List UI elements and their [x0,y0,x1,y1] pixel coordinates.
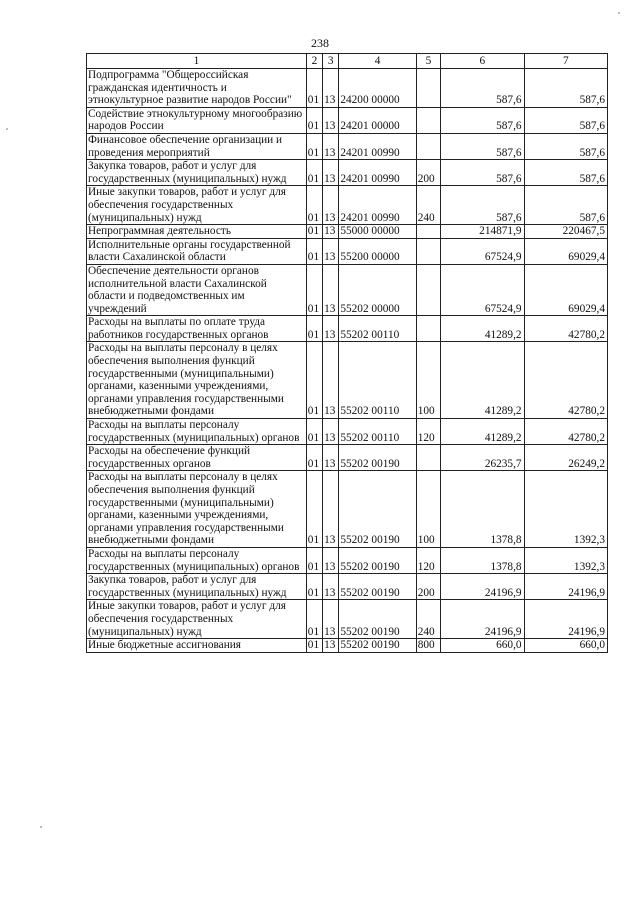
target-article-cell: 55202 00190 [339,639,416,653]
amount-year-2-cell: 1392,3 [524,547,607,573]
section-cell: 01 [306,574,322,600]
subsection-cell: 13 [323,547,339,573]
table-row [87,419,608,445]
header-col-6: 6 [441,54,524,69]
table-row [87,107,608,133]
amount-year-2-cell: 587,6 [524,186,607,225]
amount-year-2-cell: 24196,9 [524,600,607,639]
header-col-3: 3 [323,54,339,69]
amount-year-2-cell: 69029,4 [524,264,607,315]
row-name-cell: Расходы на выплаты персоналу государственных (муниципальных) органов [87,547,307,573]
scan-mark [618,12,620,14]
subsection-cell: 13 [323,133,339,159]
subsection-cell: 13 [323,264,339,315]
header-col-1: 1 [87,54,307,69]
expense-type-cell: 120 [416,547,440,573]
amount-year-1-cell: 587,6 [441,107,524,133]
amount-year-1-cell: 67524,9 [441,264,524,315]
subsection-cell: 13 [323,316,339,342]
amount-year-2-cell: 24196,9 [524,574,607,600]
table-row [87,316,608,342]
row-name-cell: Обеспечение деятельности органов исполнительной власти Сахалинской области и подведомственных им учреждений [87,264,307,315]
subsection-cell: 13 [323,107,339,133]
subsection-cell: 13 [323,419,339,445]
subsection-cell: 13 [323,574,339,600]
amount-year-1-cell: 587,6 [441,186,524,225]
table-row [87,574,608,600]
target-article-cell: 55000 00000 [339,225,416,239]
section-cell: 01 [306,445,322,471]
row-name-cell: Подпрограмма "Общероссийская гражданская идентичность и этнокультурное развитие народов России" [87,69,307,108]
row-name-cell: Исполнительные органы государственной власти Сахалинской области [87,238,307,264]
amount-year-1-cell: 26235,7 [441,445,524,471]
budget-table [86,53,608,653]
page-number: 238 [311,36,329,50]
table-row [87,600,608,639]
expense-type-cell: 240 [416,600,440,639]
section-cell: 01 [306,133,322,159]
amount-year-2-cell: 42780,2 [524,419,607,445]
target-article-cell: 55202 00190 [339,445,416,471]
amount-year-2-cell: 69029,4 [524,238,607,264]
section-cell: 01 [306,547,322,573]
table-row [87,225,608,239]
table-row [87,186,608,225]
amount-year-1-cell: 214871,9 [441,225,524,239]
row-name-cell: Расходы на выплаты персоналу государственных (муниципальных) органов [87,419,307,445]
subsection-cell: 13 [323,342,339,419]
row-name-cell: Финансовое обеспечение организации и проведения мероприятий [87,133,307,159]
expense-type-cell [416,69,440,108]
expense-type-cell [416,107,440,133]
target-article-cell: 24201 00000 [339,107,416,133]
expense-type-cell: 200 [416,574,440,600]
expense-type-cell: 800 [416,639,440,653]
amount-year-1-cell: 67524,9 [441,238,524,264]
row-name-cell: Расходы на выплаты персоналу в целях обеспечения выполнения функций государственными (муниципальными) органами, казенными учреждениями, органами управления государственными внебюджетными фондами [87,342,307,419]
amount-year-1-cell: 41289,2 [441,316,524,342]
scan-mark [40,826,42,828]
section-cell: 01 [306,419,322,445]
expense-type-cell: 100 [416,471,440,548]
row-name-cell: Иные закупки товаров, работ и услуг для обеспечения государственных (муниципальных) нужд [87,600,307,639]
subsection-cell: 13 [323,69,339,108]
header-col-2: 2 [306,54,322,69]
table-row [87,547,608,573]
section-cell: 01 [306,69,322,108]
row-name-cell: Непрограммная деятельность [87,225,307,239]
amount-year-1-cell: 1378,8 [441,547,524,573]
header-col-4: 4 [339,54,416,69]
amount-year-1-cell: 41289,2 [441,419,524,445]
row-name-cell: Закупка товаров, работ и услуг для государственных (муниципальных) нужд [87,574,307,600]
target-article-cell: 55202 00190 [339,547,416,573]
amount-year-1-cell: 24196,9 [441,600,524,639]
expense-type-cell: 120 [416,419,440,445]
section-cell: 01 [306,107,322,133]
expense-type-cell [416,238,440,264]
target-article-cell: 55202 00110 [339,419,416,445]
row-name-cell: Иные бюджетные ассигнования [87,639,307,653]
table-row [87,342,608,419]
row-name-cell: Расходы на обеспечение функций государственных органов [87,445,307,471]
amount-year-1-cell: 587,6 [441,160,524,186]
amount-year-2-cell: 1392,3 [524,471,607,548]
target-article-cell: 55202 00110 [339,316,416,342]
subsection-cell: 13 [323,238,339,264]
amount-year-2-cell: 587,6 [524,69,607,108]
row-name-cell: Закупка товаров, работ и услуг для государственных (муниципальных) нужд [87,160,307,186]
row-name-cell: Содействие этнокультурному многообразию народов России [87,107,307,133]
amount-year-1-cell: 587,6 [441,69,524,108]
section-cell: 01 [306,316,322,342]
section-cell: 01 [306,471,322,548]
amount-year-2-cell: 220467,5 [524,225,607,239]
subsection-cell: 13 [323,471,339,548]
table-row [87,160,608,186]
expense-type-cell: 200 [416,160,440,186]
amount-year-1-cell: 1378,8 [441,471,524,548]
header-row [87,54,608,69]
target-article-cell: 24200 00000 [339,69,416,108]
subsection-cell: 13 [323,600,339,639]
table-row [87,238,608,264]
amount-year-1-cell: 41289,2 [441,342,524,419]
target-article-cell: 24201 00990 [339,160,416,186]
expense-type-cell [416,225,440,239]
target-article-cell: 55202 00000 [339,264,416,315]
amount-year-1-cell: 24196,9 [441,574,524,600]
subsection-cell: 13 [323,445,339,471]
amount-year-1-cell: 587,6 [441,133,524,159]
expense-type-cell [416,445,440,471]
expense-type-cell: 240 [416,186,440,225]
table-row [87,264,608,315]
amount-year-2-cell: 660,0 [524,639,607,653]
amount-year-2-cell: 587,6 [524,133,607,159]
scan-mark [6,128,8,130]
amount-year-2-cell: 587,6 [524,107,607,133]
subsection-cell: 13 [323,639,339,653]
table-row [87,471,608,548]
expense-type-cell [416,316,440,342]
target-article-cell: 55200 00000 [339,238,416,264]
expense-type-cell: 100 [416,342,440,419]
table-row [87,445,608,471]
amount-year-1-cell: 660,0 [441,639,524,653]
expense-type-cell [416,133,440,159]
amount-year-2-cell: 26249,2 [524,445,607,471]
amount-year-2-cell: 42780,2 [524,342,607,419]
subsection-cell: 13 [323,225,339,239]
section-cell: 01 [306,225,322,239]
target-article-cell: 55202 00190 [339,471,416,548]
section-cell: 01 [306,186,322,225]
target-article-cell: 55202 00190 [339,574,416,600]
table-row [87,133,608,159]
target-article-cell: 24201 00990 [339,186,416,225]
section-cell: 01 [306,264,322,315]
row-name-cell: Расходы на выплаты персоналу в целях обеспечения выполнения функций государственными (муниципальными) органами, казенными учреждениями, органами управления государственными внебюджетными фондами [87,471,307,548]
table-row [87,639,608,653]
section-cell: 01 [306,160,322,186]
target-article-cell: 55202 00190 [339,600,416,639]
amount-year-2-cell: 587,6 [524,160,607,186]
amount-year-2-cell: 42780,2 [524,316,607,342]
section-cell: 01 [306,342,322,419]
section-cell: 01 [306,600,322,639]
target-article-cell: 55202 00110 [339,342,416,419]
expense-type-cell [416,264,440,315]
subsection-cell: 13 [323,160,339,186]
header-col-7: 7 [524,54,607,69]
row-name-cell: Расходы на выплаты по оплате труда работников государственных органов [87,316,307,342]
section-cell: 01 [306,238,322,264]
section-cell: 01 [306,639,322,653]
table-row [87,69,608,108]
subsection-cell: 13 [323,186,339,225]
row-name-cell: Иные закупки товаров, работ и услуг для обеспечения государственных (муниципальных) нужд [87,186,307,225]
target-article-cell: 24201 00990 [339,133,416,159]
header-col-5: 5 [416,54,440,69]
